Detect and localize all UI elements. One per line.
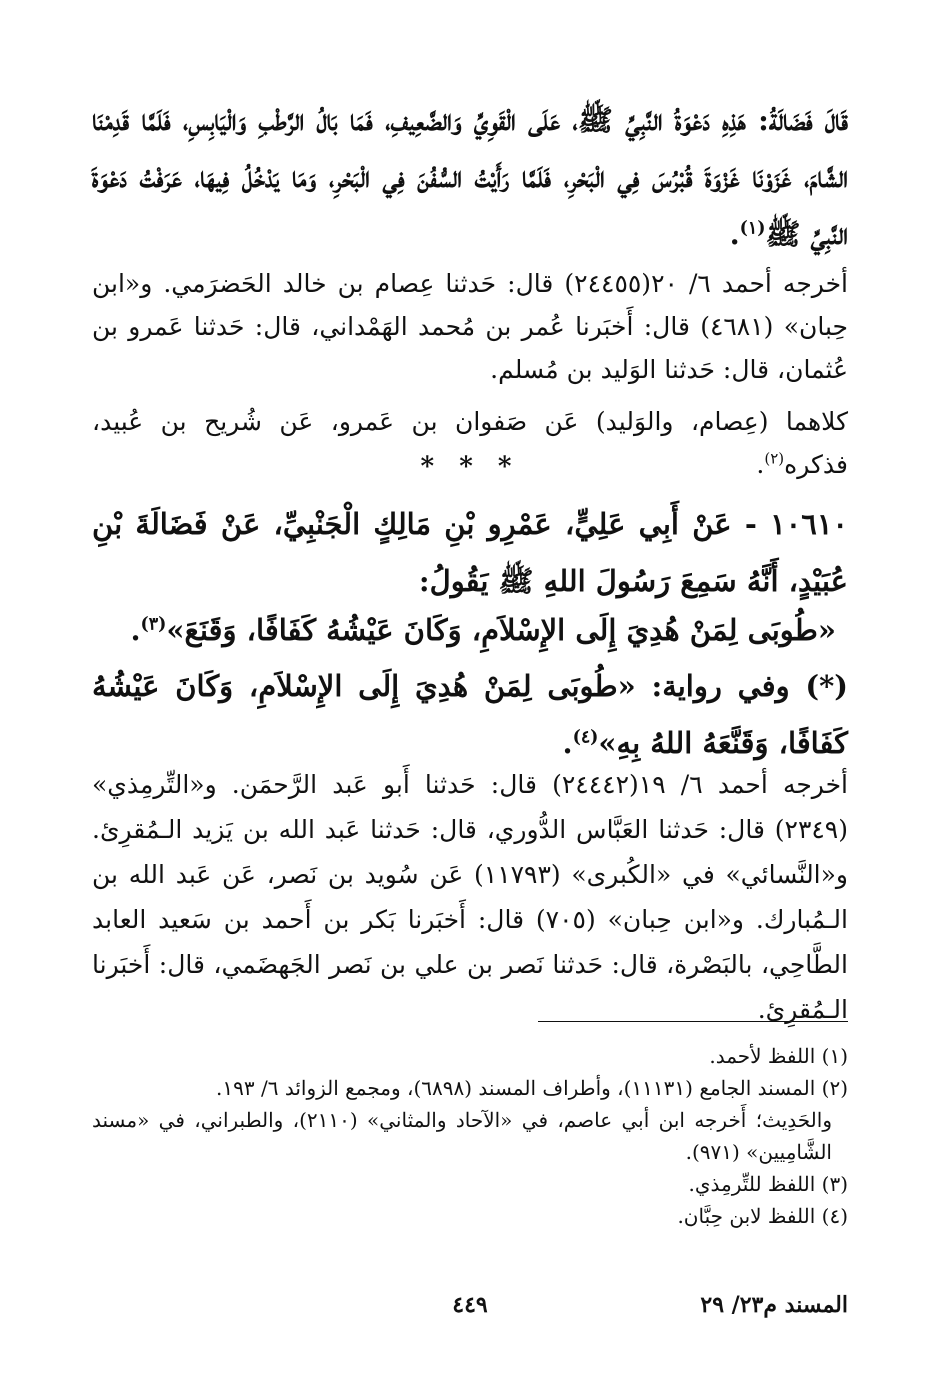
footnote-ref-3: (٣) <box>140 614 167 635</box>
riwaya-paragraph <box>92 658 848 772</box>
section-separator: * * * <box>420 452 520 482</box>
footnotes <box>92 1040 848 1232</box>
footnote-4: (٤) اللفظ لابن حِبَّان. <box>677 1204 848 1228</box>
takhrij-1-text: أخرجه أحمد ٦/ ٢٠(٢٤٤٥٥) قال: حَدثنا عِصام بن خالد الحَضرَمي. و«ابن حِبان» (٤٦٨١) قال: أَخبَرنا عُمر بن مُحمد الهَمْداني، قال: حَدثنا عَمرو بن عُثمان، قال: حَدثنا الوَليد بن مُسلم. <box>92 269 848 384</box>
page-footer <box>92 1292 848 1322</box>
chain-1-text: كلاهما (عِصام، والوَليد) عَن صَفوان بن عَمرو، عَن شُريح بن عُبيد، فذكره <box>92 407 848 479</box>
takhrij-paragraph-2 <box>92 762 848 1032</box>
chain-paragraph-1: كلاهما (عِصام، والوَليد) عَن صَفوان بن عَمرو، عَن شُريح بن عُبيد، فذكره$^{(٢)}$. <box>92 407 848 479</box>
hadith-continuation: قَالَ فَضَالَةُ: هَذِهِ دَعْوَةُ النَّبِيِّ ﷺ، عَلَى الْقَوِيِّ وَالضَّعِيفِ، فَمَا بَالُ الرَّطْبِ وَالْيَابِسِ، فَلَمَّا قَدِمْنَا الشَّامَ، غَزَوْنَا غَزْوَةَ قُبْرُسَ فِي الْبَحْرِ، فَلَمَّا رَأَيْتُ السُّفُنَ فِي الْبَحْرِ، وَمَا يَدْخُلُ فِيهَا، عَرَفْتُ دَعْوَةَ النَّبِيِّ ﷺ$^{(١)}$. <box>92 103 848 251</box>
footnote-2-continuation: والحَدِيث؛ أَخرجه ابن أبي عاصم، في «الآحاد والمثاني» (٢١١٠)، والطبراني، في «مسند الشَّامِيين» (٩٧١). <box>92 1108 832 1164</box>
footnote-2: (٢) المسند الجامع (١١١٣١)، وأطراف المسند (٦٨٩٨)، ومجمع الزوائد ٦/ ١٩٣. <box>216 1076 848 1100</box>
riwaya-tail: . <box>562 726 573 760</box>
takhrij-2-text: أخرجه أحمد ٦/ ١٩(٢٤٤٤٢) قال: حَدثنا أَبو عَبد الرَّحمَن. و«التِّرمِذي» (٢٣٤٩) قال: حَدثنا العَبَّاس الدُّوري، قال: حَدثنا عَبد الله بن يَزيد الـمُقرِئ. و«النَّسائي» في «الكُبرى» (١١٧٩٣) عَن سُويد بن نَصر، عَن عَبد الله بن الـمُبارك. و«ابن حِبان» (٧٠٥) قال: أَخبَرنا بَكر بن أَحمد بن سَعيد العابد الطَّاحِي، بالبَصْرة، قال: حَدثنا نَصر بن علي بن نَصر الجَهضَمي، قال: أَخبَرنا الـمُقرِئ. <box>92 770 849 1024</box>
takhrij-paragraph-1 <box>92 262 848 391</box>
hadith-continuation-text: قَالَ فَضَالَةُ: هَذِهِ دَعْوَةُ النَّبِيِّ ﷺ، عَلَى الْقَوِيِّ وَالضَّعِيفِ، فَمَا بَالُ الرَّطْبِ وَالْيَابِسِ، فَلَمَّا قَدِمْنَا الشَّامَ، غَزَوْنَا غَزْوَةَ قُبْرُسَ فِي الْبَحْرِ، فَلَمَّا رَأَيْتُ السُّفُنَ فِي الْبَحْرِ، وَمَا يَدْخُلُ فِيهَا، عَرَفْتُ دَعْوَةَ النَّبِيِّ ﷺ <box>92 103 848 251</box>
footnote-divider <box>538 1021 848 1022</box>
footnote-ref-4: (٤) <box>572 727 599 748</box>
matn-text: «طُوبَى لِمَنْ هُدِيَ إِلَى الإِسْلاَمِ، وَكَانَ عَيْشُهُ كَفَافًا، وَقَنَعَ» <box>166 613 836 647</box>
footnote-1: (١) اللفظ لأحمد. <box>709 1044 848 1068</box>
footnote-ref-1: (١) <box>739 218 766 239</box>
hadith-matn: «طُوبَى لِمَنْ هُدِيَ إِلَى الإِسْلاَمِ، وَكَانَ عَيْشُهُ كَفَافًا، وَقَنَعَ»$^{(٣)}$. <box>130 613 836 647</box>
hadith-2-text: ١٠٦١٠ - عَنْ أَبِي عَلِيٍّ، عَمْرِو بْنِ مَالِكٍ الْجَنْبِيِّ، عَنْ فَضَالَةَ بْنِ عُبَيْدٍ، أَنَّهُ سَمِعَ رَسُولَ اللهِ ﷺ يَقُولُ: <box>92 507 848 598</box>
footnote-3: (٣) اللفظ للتِّرمِذي. <box>688 1172 848 1196</box>
hadith-10610 <box>92 496 848 610</box>
page-number: ٤٤٩ <box>452 1292 488 1318</box>
volume-signature: المسند م٢٣/ ٢٩ <box>700 1292 848 1318</box>
riwaya-text: (*) وفي رواية: «طُوبَى لِمَنْ هُدِيَ إِلَى الإِسْلاَمِ، وَكَانَ عَيْشُهُ كَفَافًا، وَقَنَّعَهُ اللهُ بِهِ» <box>92 669 848 760</box>
footnote-ref-2: (٢) <box>764 449 785 468</box>
